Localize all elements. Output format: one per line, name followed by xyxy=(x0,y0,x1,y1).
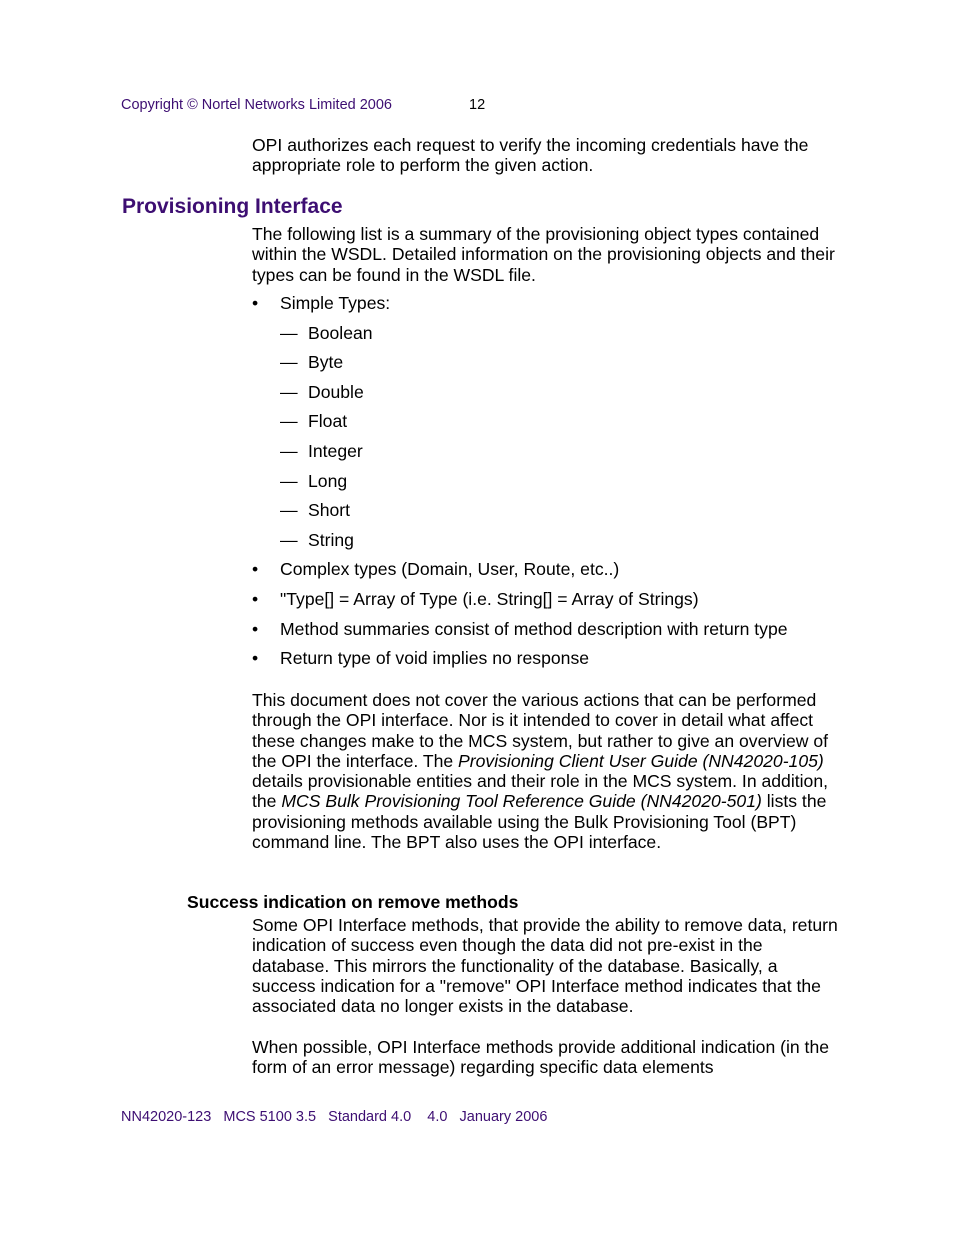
coverage-paragraph xyxy=(252,690,842,852)
dash: — xyxy=(280,411,298,432)
bullet: • xyxy=(252,559,259,580)
section-heading: Provisioning Interface xyxy=(122,195,343,218)
simple-type: String xyxy=(308,529,354,550)
remove-methods-paragraph: Some OPI Interface methods, that provide the ability to remove data, return indication of success even though the data did not pre-exist in the database. This mirrors the functionality of the database. Basically, a success indication for a "remove" OPI Interface method indicates that the associated data no longer exists in the database. xyxy=(252,915,838,1017)
list-item-text: "Type[] = Array of Type (i.e. String[] = Array of Strings) xyxy=(280,588,699,609)
reference-provisioning-client-guide: Provisioning Client User Guide (NN42020-105) xyxy=(458,750,824,771)
dash: — xyxy=(280,381,298,402)
object-types-list xyxy=(252,293,852,678)
list-item xyxy=(252,293,852,323)
simple-type: Byte xyxy=(308,352,344,373)
dash: — xyxy=(280,470,298,491)
summary-paragraph: The following list is a summary of the provisioning object types contained within the WSDL. Detailed information on the provisioning objects and their types can be found in the WSDL file. xyxy=(252,224,835,285)
simple-type: Boolean xyxy=(308,322,373,343)
list-item-text: Complex types (Domain, User, Route, etc..) xyxy=(280,559,620,580)
dash: — xyxy=(280,529,298,550)
simple-type: Double xyxy=(308,381,364,402)
subsection-heading: Success indication on remove methods xyxy=(187,892,519,912)
page-header xyxy=(121,97,486,113)
dash: — xyxy=(280,440,298,461)
simple-type: Long xyxy=(308,470,348,491)
simple-type: Integer xyxy=(308,440,363,461)
bullet: • xyxy=(252,293,259,313)
page-footer: NN42020-123 MCS 5100 3.5 Standard 4.0 4.0 January 2006 xyxy=(121,1109,548,1125)
coverage-text: lists the provisioning methods available using the Bulk Provisioning Tool (BPT) command line. The BPT also uses the OPI interface. xyxy=(252,791,827,853)
bullet: • xyxy=(252,618,259,639)
dash: — xyxy=(280,500,298,521)
bullet: • xyxy=(252,648,259,669)
sub-list-item xyxy=(252,441,852,471)
coverage-text: This document does not cover the various actions that can be performed through the OPI interface. Nor is it intended to cover in detail what affect these changes make to the MCS system, but rather to give an overview of the OPI the interface. The xyxy=(252,690,828,771)
list-item xyxy=(252,589,852,619)
sub-list-item xyxy=(252,471,852,501)
sub-list-item xyxy=(252,352,852,382)
error-indication-paragraph: When possible, OPI Interface methods provide additional indication (in the form of an error message) regarding specific data elements xyxy=(252,1037,830,1078)
page-number: 12 xyxy=(469,97,486,113)
sub-list-item xyxy=(252,382,852,412)
list-item xyxy=(252,619,852,649)
intro-paragraph: OPI authorizes each request to verify the incoming credentials have the appropriate role to perform the given action. xyxy=(252,135,809,176)
sub-list-item xyxy=(252,411,852,441)
simple-types-label: Simple Types: xyxy=(280,293,391,313)
simple-type: Short xyxy=(308,500,351,521)
reference-bulk-provisioning-guide: MCS Bulk Provisioning Tool Reference Guide (NN42020-501) xyxy=(281,791,762,812)
sub-list-item xyxy=(252,323,852,353)
dash: — xyxy=(280,322,298,343)
list-item-text: Return type of void implies no response xyxy=(280,648,590,669)
list-item xyxy=(252,648,852,678)
bullet: • xyxy=(252,588,259,609)
list-item-text: Method summaries consist of method description with return type xyxy=(280,618,788,639)
copyright-notice: Copyright © Nortel Networks Limited 2006 xyxy=(121,97,392,113)
dash: — xyxy=(280,352,298,373)
coverage-text: details provisionable entities and their role in the MCS system. In addition, the xyxy=(252,771,829,812)
simple-type: Float xyxy=(308,411,348,432)
sub-list-item xyxy=(252,530,852,560)
sub-list-item xyxy=(252,500,852,530)
list-item xyxy=(252,559,852,589)
